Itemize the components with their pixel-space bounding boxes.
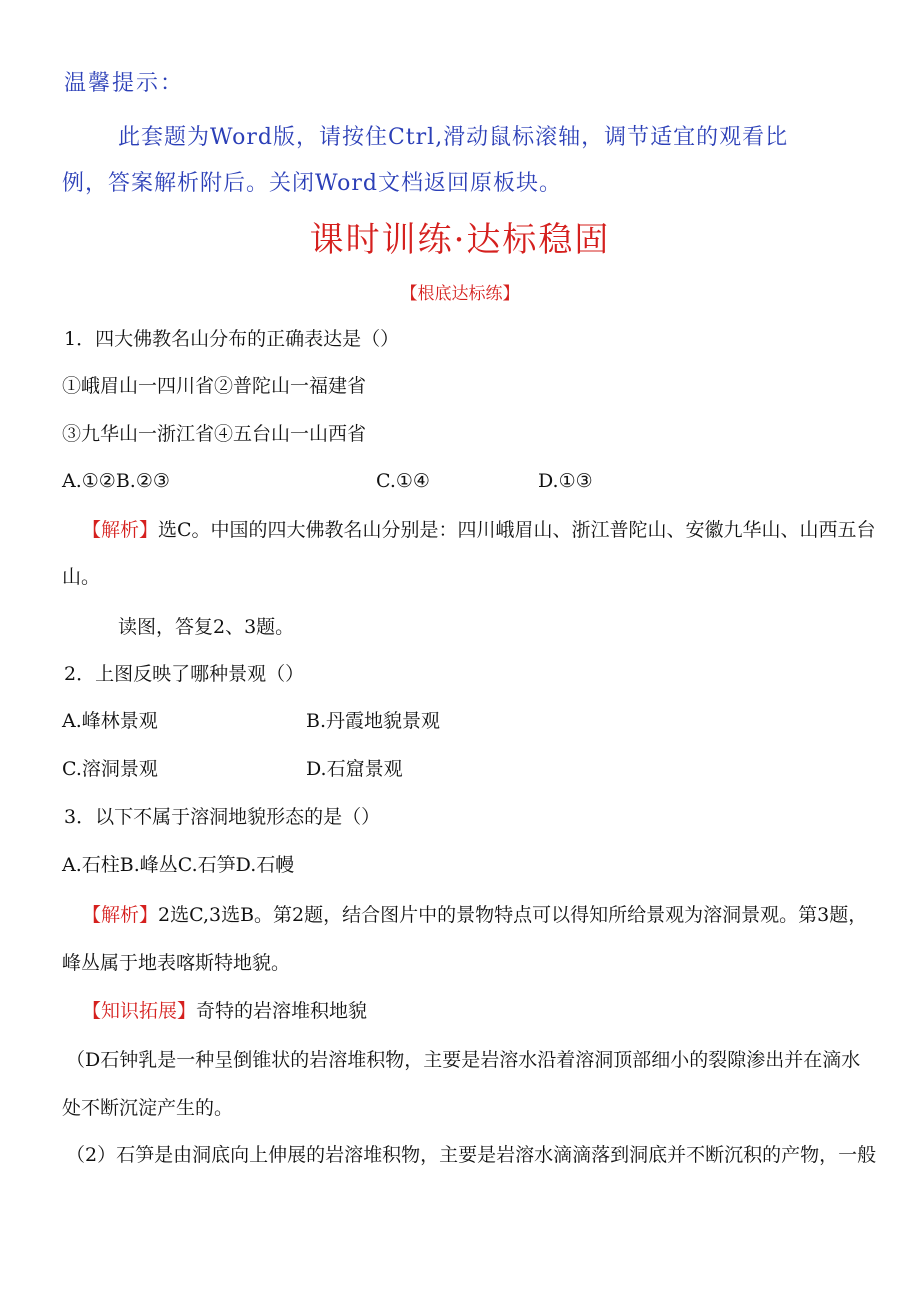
q3-analysis-line-1 [82,903,867,927]
section-heading: 【根底达标练】 [400,284,520,304]
q1-stem: 1．四大佛教名山分布的正确表达是（） [64,328,400,350]
q1-item-a: ①峨眉山一四川省②普陀山一福建省 [62,375,367,397]
q2-option-a: A.峰林景观 [62,710,158,732]
q1-option-ab: A.①②B.②③ [62,470,170,492]
extension-title: 奇特的岩溶堆积地貌 [196,1000,368,1022]
q2-option-d: D.石窟景观 [306,758,403,780]
extension-p1-line-1: （D石钟乳是一种呈倒锥状的岩溶堆积物，主要是岩溶水沿着溶洞顶部细小的裂隙渗出并在滴水 [66,1049,861,1071]
tip-body-line-2: 例，答案解析附后。关闭Word文档返回原板块。 [62,171,562,196]
tip-title: 温馨提示： [64,71,185,96]
intro-2-3: 读图，答复2、3题。 [118,616,295,638]
q1-analysis-text: 选C。中国的四大佛教名山分别是：四川峨眉山、浙江普陀山、安徽九华山、山西五台 [158,519,876,541]
extension-tag: 【知识拓展】 [82,1000,197,1022]
q3-options: A.石柱B.峰丛C.石笋D.石幔 [62,854,295,876]
q1-analysis-line-2: 山。 [62,566,101,588]
q2-option-c: C.溶洞景观 [62,758,158,780]
q2-stem: 2．上图反映了哪种景观（） [64,663,305,685]
q1-item-b: ③九华山一浙江省④五台山一山西省 [62,423,367,445]
q3-stem: 3．以下不属于溶洞地貌形态的是（） [64,806,381,828]
page-title: 课时训练·达标稳固 [309,220,611,260]
tip-body-line-1: 此套题为Word版，请按住Ctrl,滑动鼠标滚轴，调节适宜的观看比 [118,125,789,150]
extension-p2-line-1: （2）石笋是由洞底向上伸展的岩溶堆积物，主要是岩溶水滴滴落到洞底并不断沉积的产物，一般 [66,1144,877,1166]
q1-analysis-line-1 [82,518,876,542]
extension-p1-line-2: 处不断沉淀产生的。 [62,1097,234,1119]
extension-heading [82,999,367,1023]
q1-option-c: C.①④ [376,470,430,492]
q2-option-b: B.丹霞地貌景观 [306,710,441,732]
q1-analysis-tag: 【解析】 [82,519,159,541]
q1-option-d: D.①③ [538,470,593,492]
q3-analysis-tag: 【解析】 [82,904,159,926]
q3-analysis-line-2: 峰丛属于地表喀斯特地貌。 [62,952,291,974]
q3-analysis-text: 2选C,3选B。第2题，结合图片中的景物特点可以得知所给景观为溶洞景观。第3题， [158,904,868,926]
